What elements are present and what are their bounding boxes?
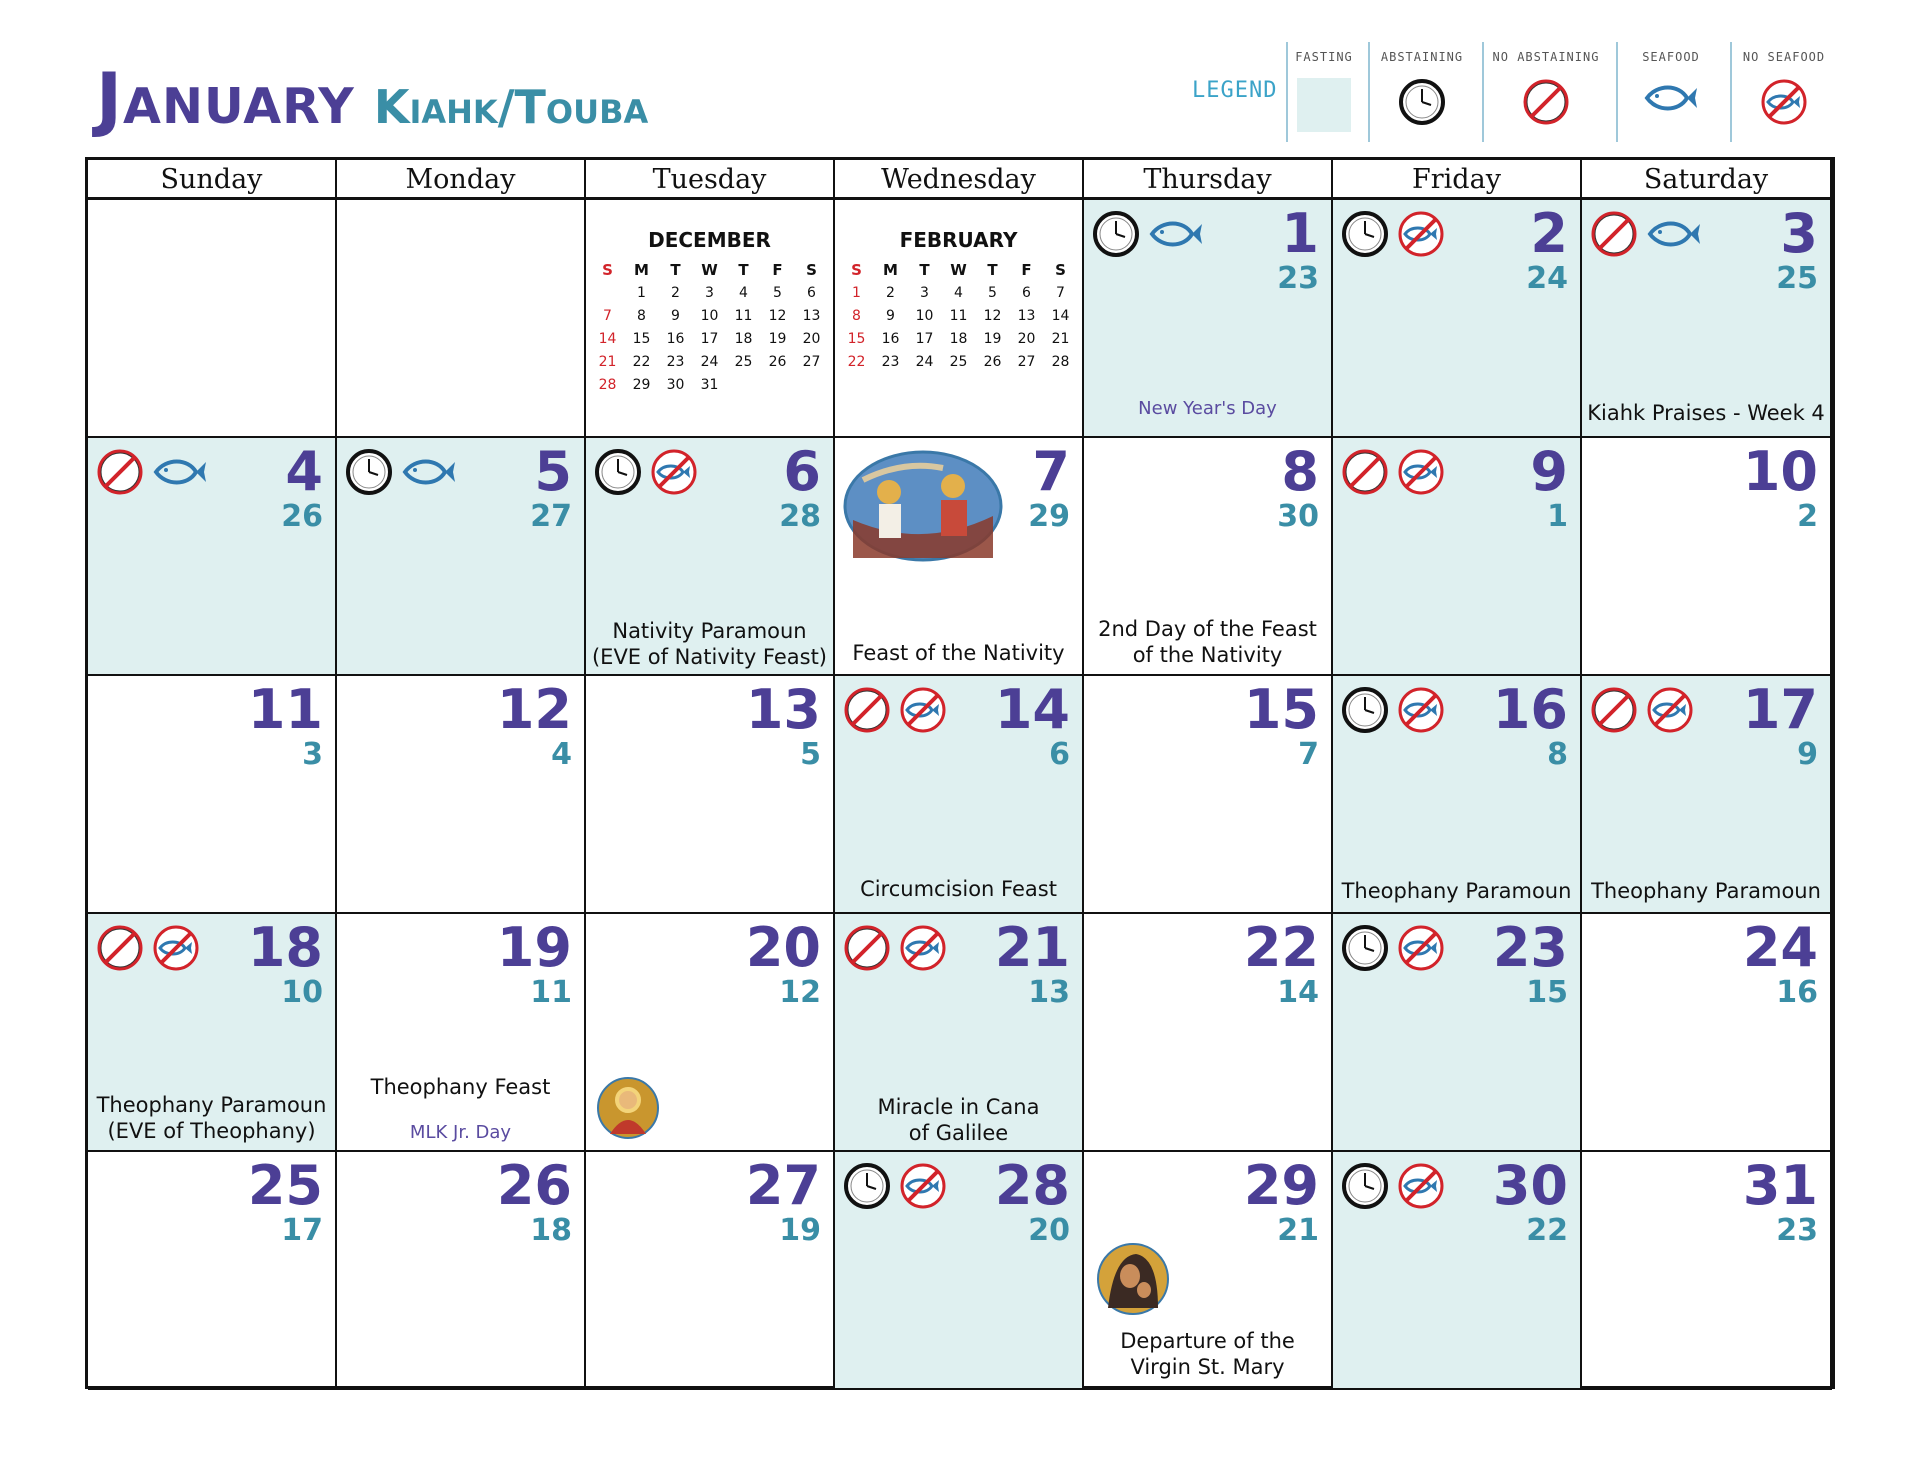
no-fish-icon xyxy=(899,924,947,976)
day-cell xyxy=(337,438,586,676)
mini-day: 24 xyxy=(700,354,719,370)
mini-weekday-header: S xyxy=(602,261,613,279)
legend-no-abstaining-label: NO ABSTAINING xyxy=(1492,50,1600,64)
day-cell xyxy=(586,1152,835,1390)
legend-label: LEGEND xyxy=(1192,78,1278,103)
mini-day: 26 xyxy=(983,354,1002,370)
day-cell xyxy=(1084,200,1333,438)
day-number: 2 xyxy=(1530,202,1568,265)
legend-seafood xyxy=(1616,42,1724,142)
mini-day: 9 xyxy=(671,308,680,324)
mini-day: 9 xyxy=(886,308,895,324)
mini-day: 1 xyxy=(852,285,861,301)
weekday-header-tuesday: Tuesday xyxy=(586,160,835,200)
mini-calendar-december xyxy=(586,228,833,395)
coptic-day-number: 24 xyxy=(1526,261,1568,296)
day-cell xyxy=(1333,676,1582,914)
clock-icon xyxy=(345,448,393,500)
event-label: of the Nativity xyxy=(1132,643,1283,667)
day-cell xyxy=(88,676,337,914)
event-label: (EVE of Theophany) xyxy=(107,1119,316,1143)
mini-day: 22 xyxy=(847,354,866,370)
day-cell xyxy=(1084,1152,1333,1390)
no-clock-icon xyxy=(1590,210,1638,262)
mini-day: 18 xyxy=(949,331,968,347)
empty-day-cell xyxy=(337,200,586,438)
mini-day: 17 xyxy=(700,331,719,347)
day-cell xyxy=(835,676,1084,914)
mini-day: 20 xyxy=(1017,331,1036,347)
mini-day: 7 xyxy=(1056,285,1065,301)
day-number: 19 xyxy=(496,916,572,979)
mini-weekday-header: M xyxy=(883,261,898,279)
mini-day: 6 xyxy=(1022,285,1031,301)
day-cell xyxy=(835,438,1084,676)
mini-day xyxy=(727,375,761,395)
fasting-icons xyxy=(594,448,698,500)
day-number: 11 xyxy=(247,678,323,741)
coptic-day-number: 28 xyxy=(779,499,821,534)
day-cell xyxy=(1333,200,1582,438)
clock-icon xyxy=(1341,686,1389,738)
fasting-icons xyxy=(1590,686,1694,738)
event-label: Miracle in Cana xyxy=(877,1095,1040,1119)
day-number: 25 xyxy=(247,1154,323,1217)
mini-weekday-header: M xyxy=(634,261,649,279)
coptic-day-number: 11 xyxy=(530,975,572,1010)
mini-day: 27 xyxy=(802,354,821,370)
fasting-icons xyxy=(345,448,457,500)
fasting-icons xyxy=(1092,210,1204,262)
no-clock-icon xyxy=(1341,448,1389,500)
day-cell xyxy=(337,676,586,914)
mini-day: 2 xyxy=(886,285,895,301)
no-clock-icon xyxy=(1522,78,1570,130)
mini-day: 16 xyxy=(881,331,900,347)
legend-fasting-label: FASTING xyxy=(1295,50,1353,64)
mini-weekday-header: T xyxy=(919,261,930,279)
coptic-day-number: 13 xyxy=(1028,975,1070,1010)
mini-calendar-february xyxy=(835,228,1082,372)
mini-day: 8 xyxy=(637,308,646,324)
mini-day: 31 xyxy=(700,377,719,393)
coptic-day-number: 16 xyxy=(1776,975,1818,1010)
day-cell xyxy=(1333,914,1582,1152)
fasting-icons xyxy=(843,686,947,738)
mini-day: 6 xyxy=(807,285,816,301)
no-fish-icon xyxy=(1397,210,1445,262)
day-cell xyxy=(1582,914,1832,1152)
no-fish-icon xyxy=(1397,1162,1445,1214)
coptic-day-number: 5 xyxy=(800,737,821,772)
saint-icon-image xyxy=(596,1076,660,1144)
coptic-day-number: 18 xyxy=(530,1213,572,1248)
mini-day: 27 xyxy=(1017,354,1036,370)
day-cell xyxy=(1084,914,1333,1152)
event-label: Theophany Paramoun xyxy=(1341,879,1572,903)
coptic-day-number: 29 xyxy=(1028,499,1070,534)
clock-icon xyxy=(1341,924,1389,976)
no-fish-icon xyxy=(1397,924,1445,976)
mini-day: 12 xyxy=(768,308,787,324)
clock-icon xyxy=(594,448,642,500)
weekday-header-wednesday: Wednesday xyxy=(835,160,1084,200)
coptic-day-number: 22 xyxy=(1526,1213,1568,1248)
fish-icon xyxy=(152,448,208,500)
coptic-day-number: 1 xyxy=(1547,499,1568,534)
mini-day: 21 xyxy=(598,354,617,370)
mini-day: 21 xyxy=(1051,331,1070,347)
no-fish-icon xyxy=(1760,78,1808,130)
mini-calendar-title: DECEMBER xyxy=(648,228,771,252)
coptic-day-number: 7 xyxy=(1298,737,1319,772)
event-label: Nativity Paramoun xyxy=(612,619,807,643)
no-clock-icon xyxy=(96,924,144,976)
day-number: 18 xyxy=(247,916,323,979)
fasting-icons xyxy=(96,448,208,500)
mini-day: 25 xyxy=(734,354,753,370)
mini-calendar-days xyxy=(586,260,833,395)
mini-day: 11 xyxy=(734,308,753,324)
day-cell xyxy=(586,438,835,676)
mini-day: 30 xyxy=(666,377,685,393)
no-fish-icon xyxy=(152,924,200,976)
mini-day: 14 xyxy=(598,331,617,347)
mini-weekday-header: S xyxy=(806,261,817,279)
coptic-day-number: 9 xyxy=(1797,737,1818,772)
fasting-swatch-icon xyxy=(1297,78,1351,132)
day-number: 16 xyxy=(1492,678,1568,741)
mini-day: 15 xyxy=(847,331,866,347)
fasting-icons xyxy=(843,1162,947,1214)
event-label: Theophany Feast xyxy=(370,1075,551,1099)
mini-calendar-days xyxy=(835,260,1082,372)
day-number: 31 xyxy=(1742,1154,1818,1217)
fasting-icons xyxy=(1341,924,1445,976)
event-label: Feast of the Nativity xyxy=(852,641,1065,665)
day-cell xyxy=(1582,438,1832,676)
day-number: 4 xyxy=(285,440,323,503)
coptic-day-number: 2 xyxy=(1797,499,1818,534)
legend-no-seafood-label: NO SEAFOOD xyxy=(1742,50,1826,64)
mini-weekday-header: T xyxy=(987,261,998,279)
mini-day xyxy=(761,375,795,395)
day-number: 1 xyxy=(1281,202,1319,265)
no-clock-icon xyxy=(1590,686,1638,738)
coptic-day-number: 15 xyxy=(1526,975,1568,1010)
coptic-day-number: 10 xyxy=(281,975,323,1010)
day-number: 8 xyxy=(1281,440,1319,503)
mini-day: 23 xyxy=(666,354,685,370)
mini-day: 28 xyxy=(1051,354,1070,370)
mini-calendar-cell xyxy=(586,200,835,438)
mini-day: 1 xyxy=(637,285,646,301)
day-number: 3 xyxy=(1780,202,1818,265)
mini-day: 20 xyxy=(802,331,821,347)
day-number: 21 xyxy=(994,916,1070,979)
fish-icon xyxy=(1646,210,1702,262)
coptic-day-number: 14 xyxy=(1277,975,1319,1010)
mini-day xyxy=(795,375,829,395)
mini-day: 19 xyxy=(768,331,787,347)
no-clock-icon xyxy=(96,448,144,500)
mini-weekday-header: W xyxy=(701,261,718,279)
mini-day: 11 xyxy=(949,308,968,324)
day-cell xyxy=(1333,438,1582,676)
weekday-header-sunday: Sunday xyxy=(88,160,337,200)
day-number: 13 xyxy=(745,678,821,741)
event-label: Departure of the xyxy=(1120,1329,1295,1353)
event-label: Theophany Paramoun xyxy=(1591,879,1821,903)
mini-day xyxy=(591,283,625,303)
event-label: 2nd Day of the Feast xyxy=(1098,617,1317,641)
fasting-icons xyxy=(1590,210,1702,262)
coptic-months-title: Kiahk/Touba xyxy=(373,80,649,134)
no-fish-icon xyxy=(1397,686,1445,738)
day-cell xyxy=(88,438,337,676)
day-number: 23 xyxy=(1492,916,1568,979)
day-number: 17 xyxy=(1742,678,1818,741)
mini-day: 5 xyxy=(988,285,997,301)
mini-day: 19 xyxy=(983,331,1002,347)
legend-abstaining xyxy=(1368,42,1474,142)
mini-weekday-header: T xyxy=(670,261,681,279)
mini-day: 7 xyxy=(603,308,612,324)
mini-day: 25 xyxy=(949,354,968,370)
mini-day: 10 xyxy=(915,308,934,324)
coptic-day-number: 17 xyxy=(281,1213,323,1248)
weekday-header-monday: Monday xyxy=(337,160,586,200)
mini-day: 16 xyxy=(666,331,685,347)
day-number: 30 xyxy=(1492,1154,1568,1217)
observance-label: New Year's Day xyxy=(1138,398,1277,419)
day-cell xyxy=(1084,676,1333,914)
mini-day: 3 xyxy=(705,285,714,301)
mini-day: 22 xyxy=(632,354,651,370)
legend-abstaining-label: ABSTAINING xyxy=(1380,50,1464,64)
day-number: 9 xyxy=(1530,440,1568,503)
fasting-icons xyxy=(1341,1162,1445,1214)
event-label: Theophany Paramoun xyxy=(96,1093,327,1117)
no-clock-icon xyxy=(843,924,891,976)
coptic-day-number: 30 xyxy=(1277,499,1319,534)
mini-day: 24 xyxy=(915,354,934,370)
day-cell xyxy=(1084,438,1333,676)
day-number: 29 xyxy=(1243,1154,1319,1217)
mini-day: 13 xyxy=(802,308,821,324)
clock-icon xyxy=(1398,78,1446,130)
event-label: (EVE of Nativity Feast) xyxy=(591,645,828,669)
coptic-day-number: 20 xyxy=(1028,1213,1070,1248)
legend-no-abstaining xyxy=(1482,42,1608,142)
mini-calendar-cell xyxy=(835,200,1084,438)
legend-no-seafood xyxy=(1730,42,1836,142)
weekday-header-thursday: Thursday xyxy=(1084,160,1333,200)
coptic-day-number: 26 xyxy=(281,499,323,534)
no-fish-icon xyxy=(650,448,698,500)
page-header xyxy=(96,58,648,140)
clock-icon xyxy=(1092,210,1140,262)
day-number: 7 xyxy=(1032,440,1070,503)
mini-day: 23 xyxy=(881,354,900,370)
event-label: Circumcision Feast xyxy=(860,877,1057,901)
calendar-grid xyxy=(85,157,1835,1389)
mini-day: 26 xyxy=(768,354,787,370)
fasting-icons xyxy=(1341,448,1445,500)
mini-day: 2 xyxy=(671,285,680,301)
weekday-header-friday: Friday xyxy=(1333,160,1582,200)
coptic-day-number: 12 xyxy=(779,975,821,1010)
virgin-mary-icon-image xyxy=(1096,1242,1170,1320)
day-cell xyxy=(88,914,337,1152)
clock-icon xyxy=(1341,1162,1389,1214)
day-number: 10 xyxy=(1742,440,1818,503)
mini-day: 28 xyxy=(598,377,617,393)
day-number: 14 xyxy=(994,678,1070,741)
day-cell xyxy=(1582,676,1832,914)
no-fish-icon xyxy=(899,686,947,738)
day-number: 15 xyxy=(1243,678,1319,741)
fish-icon xyxy=(401,448,457,500)
clock-icon xyxy=(1341,210,1389,262)
legend-seafood-label: SEAFOOD xyxy=(1642,50,1700,64)
day-cell xyxy=(835,1152,1084,1390)
no-fish-icon xyxy=(1397,448,1445,500)
day-number: 26 xyxy=(496,1154,572,1217)
day-cell xyxy=(586,676,835,914)
day-number: 12 xyxy=(496,678,572,741)
event-label: of Galilee xyxy=(908,1121,1009,1145)
no-clock-icon xyxy=(843,686,891,738)
mini-day: 8 xyxy=(852,308,861,324)
fasting-icons xyxy=(843,924,947,976)
mini-day: 10 xyxy=(700,308,719,324)
mini-day: 18 xyxy=(734,331,753,347)
month-title: January xyxy=(96,58,355,140)
coptic-day-number: 21 xyxy=(1277,1213,1319,1248)
fasting-icons xyxy=(1341,210,1445,262)
coptic-day-number: 25 xyxy=(1776,261,1818,296)
nativity-icon-image xyxy=(843,450,1003,566)
coptic-day-number: 23 xyxy=(1277,261,1319,296)
coptic-day-number: 23 xyxy=(1776,1213,1818,1248)
clock-icon xyxy=(843,1162,891,1214)
mini-day: 29 xyxy=(632,377,651,393)
coptic-day-number: 6 xyxy=(1049,737,1070,772)
weekday-header-saturday: Saturday xyxy=(1582,160,1832,200)
mini-weekday-header: W xyxy=(950,261,967,279)
day-number: 5 xyxy=(534,440,572,503)
mini-weekday-header: S xyxy=(851,261,862,279)
no-fish-icon xyxy=(899,1162,947,1214)
mini-day: 5 xyxy=(773,285,782,301)
coptic-day-number: 27 xyxy=(530,499,572,534)
day-cell xyxy=(337,914,586,1152)
mini-calendar-title: FEBRUARY xyxy=(899,228,1018,252)
day-number: 24 xyxy=(1742,916,1818,979)
mini-day: 15 xyxy=(632,331,651,347)
coptic-day-number: 8 xyxy=(1547,737,1568,772)
mini-day: 13 xyxy=(1017,308,1036,324)
empty-day-cell xyxy=(88,200,337,438)
day-cell xyxy=(1582,200,1832,438)
day-cell xyxy=(88,1152,337,1390)
day-number: 27 xyxy=(745,1154,821,1217)
day-number: 6 xyxy=(783,440,821,503)
day-cell xyxy=(586,914,835,1152)
mini-weekday-header: S xyxy=(1055,261,1066,279)
day-number: 28 xyxy=(994,1154,1070,1217)
fasting-icons xyxy=(96,924,200,976)
day-cell xyxy=(1333,1152,1582,1390)
fish-icon xyxy=(1643,78,1699,122)
day-cell xyxy=(337,1152,586,1390)
observance-label: MLK Jr. Day xyxy=(409,1122,512,1143)
fasting-icons xyxy=(1341,686,1445,738)
day-number: 20 xyxy=(745,916,821,979)
mini-weekday-header: F xyxy=(1021,261,1032,279)
event-label: Kiahk Praises - Week 4 xyxy=(1587,401,1825,425)
coptic-day-number: 3 xyxy=(302,737,323,772)
mini-weekday-header: T xyxy=(738,261,749,279)
mini-day: 17 xyxy=(915,331,934,347)
day-number: 22 xyxy=(1243,916,1319,979)
mini-day: 12 xyxy=(983,308,1002,324)
legend-fasting xyxy=(1286,42,1360,142)
coptic-day-number: 19 xyxy=(779,1213,821,1248)
mini-day: 4 xyxy=(954,285,963,301)
mini-day: 3 xyxy=(920,285,929,301)
fish-icon xyxy=(1148,210,1204,262)
day-cell xyxy=(835,914,1084,1152)
no-fish-icon xyxy=(1646,686,1694,738)
day-cell xyxy=(1582,1152,1832,1390)
mini-day: 4 xyxy=(739,285,748,301)
mini-day: 14 xyxy=(1051,308,1070,324)
coptic-day-number: 4 xyxy=(551,737,572,772)
mini-weekday-header: F xyxy=(772,261,783,279)
event-label: Virgin St. Mary xyxy=(1130,1355,1285,1379)
